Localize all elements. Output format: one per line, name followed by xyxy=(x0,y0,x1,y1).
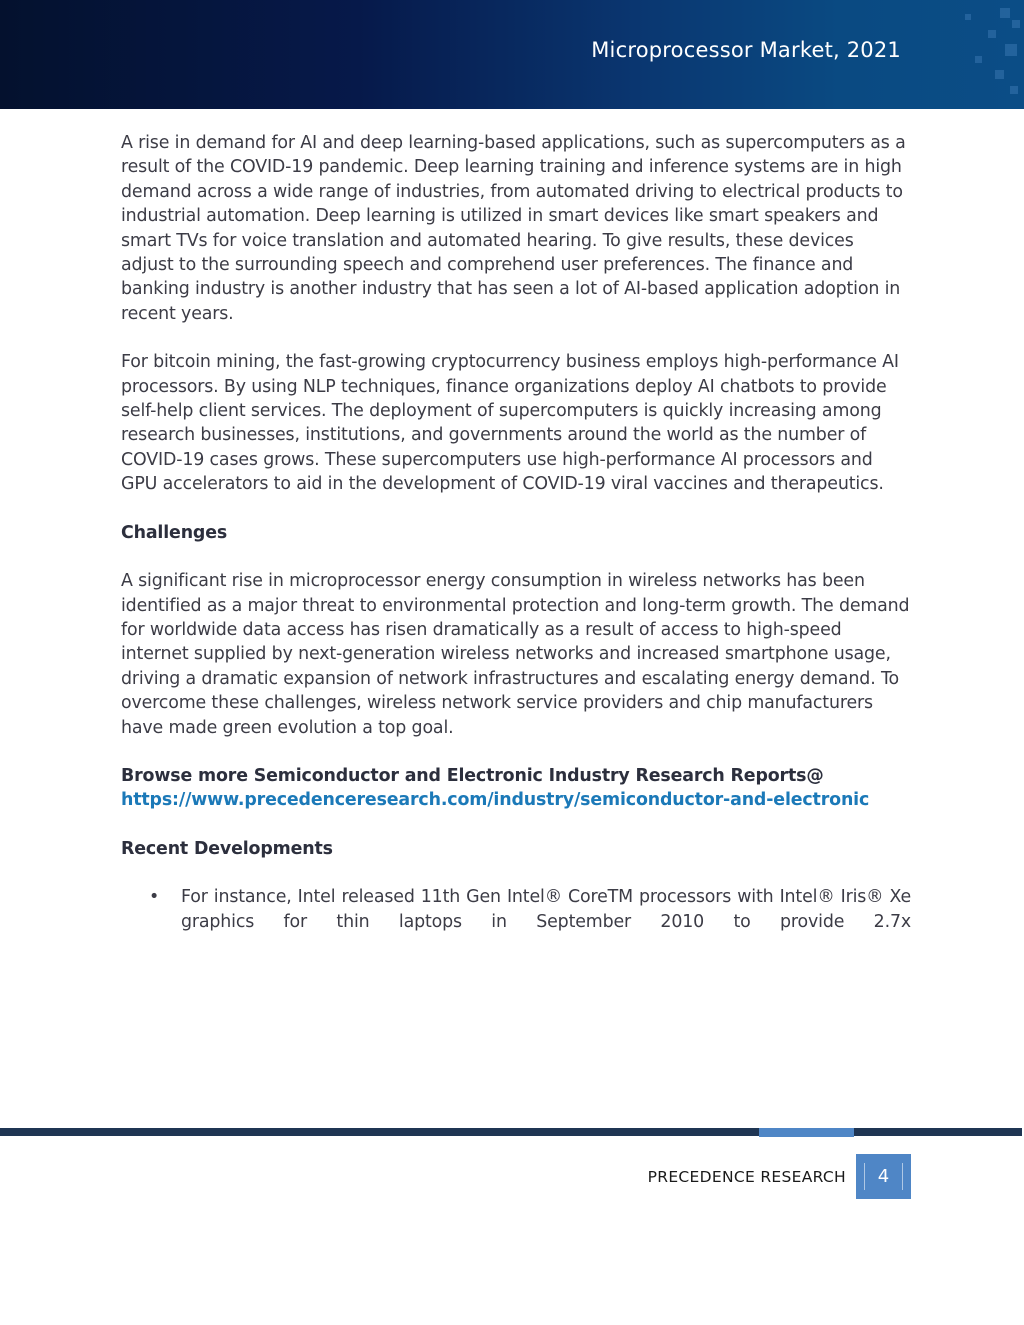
page-number xyxy=(856,1154,911,1199)
bullet-dot: • xyxy=(149,887,160,908)
list-item xyxy=(149,885,911,934)
browse-label: Browse more Semiconductor and Electronic Industry Research Reports@ xyxy=(121,765,824,786)
document-body xyxy=(121,131,911,934)
page-header xyxy=(0,0,1024,109)
footer-brand: PRECEDENCE RESEARCH xyxy=(647,1168,846,1186)
browse-more-reports xyxy=(121,764,911,813)
industry-report-link[interactable]: https://www.precedenceresearch.com/industry/semiconductor-and-electronic xyxy=(121,790,870,811)
heading-recent-developments: Recent Developments xyxy=(121,838,333,859)
page-number-text: 4 xyxy=(877,1166,890,1187)
document-title: Microprocessor Market, 2021 xyxy=(591,38,901,62)
recent-developments-list xyxy=(121,885,911,934)
paragraph-bitcoin-mining: For bitcoin mining, the fast-growing cryptocurrency business employs high-performance AI processors. By using NLP techniques, finance organizations deploy AI chatbots to provide self-help client services. The deployment of supercomputers is quickly increasing among research businesses, institutions, and governments around the world as the number of COVID-19 cases grows. These supercomputers use high-performance AI processors and GPU accelerators to aid in the development of COVID-19 viral vaccines and therapeutics. xyxy=(121,352,899,495)
paragraph-challenges: A significant rise in microprocessor energy consumption in wireless networks has been identified as a major threat to environmental protection and long-term growth. The demand for worldwide data access has risen dramatically as a result of access to high-speed internet supplied by next-generation wireless networks and increased smartphone usage, driving a dramatic expansion of network infrastructures and escalating energy demand. To overcome these challenges, wireless network service providers and chip manufacturers have made green evolution a top goal. xyxy=(121,571,910,738)
footer-accent-bar xyxy=(759,1128,854,1137)
footer-divider xyxy=(0,1128,1022,1136)
paragraph-ai-demand: A rise in demand for AI and deep learning-based applications, such as supercomputers as a result of the COVID-19 pandemic. Deep learning training and inference systems are in high demand across a wide range of industries, from automated driving to electrical products to industrial automation. Deep learning is utilized in smart devices like smart speakers and smart TVs for voice translation and automated hearing. To give results, these devices adjust to the surrounding speech and comprehend user preferences. The finance and banking industry is another industry that has seen a lot of AI-based application adoption in recent years. xyxy=(121,133,906,324)
heading-challenges: Challenges xyxy=(121,522,228,543)
list-item-text: For instance, Intel released 11th Gen Intel® CoreTM processors with Intel® Iris® Xe graphics for thin laptops in September 2010 to provide 2.7x xyxy=(181,887,911,932)
